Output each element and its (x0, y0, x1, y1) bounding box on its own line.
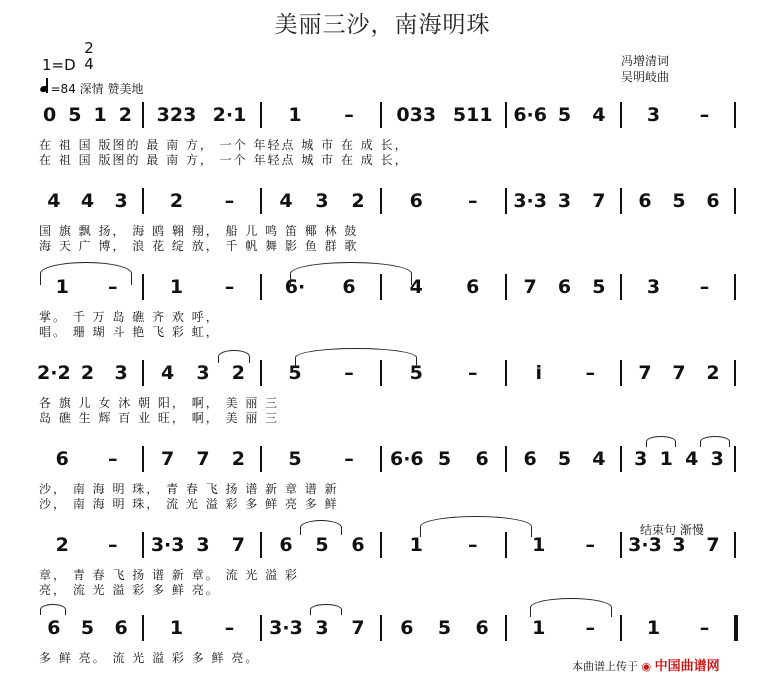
note-group: 5 (288, 362, 302, 384)
note-group: 3·3 (150, 534, 185, 556)
note-group: 3 (646, 276, 661, 298)
barline (260, 360, 262, 386)
note-group: 3 (114, 190, 128, 212)
note-group: – (344, 362, 354, 384)
note-group: 4 (409, 276, 423, 298)
barline (142, 360, 144, 386)
quarter-note-icon (40, 82, 51, 96)
slur-arc (290, 262, 412, 285)
footer-brand: 中国曲谱网 (654, 659, 720, 674)
lyric-line: 沙， 南 海 明 珠， 流 光 溢 彩 多 鲜 亮 多 鲜 (39, 497, 339, 511)
note-group: 1 (409, 534, 423, 556)
note-group: 6 (466, 276, 480, 298)
note-group: 6·6 (513, 104, 547, 126)
note-group: 7 (231, 534, 245, 556)
note-group: 3 (315, 190, 329, 212)
slur-arc (700, 436, 730, 447)
barline (620, 615, 622, 641)
note-group: – (468, 190, 478, 212)
note-group: 1 (659, 448, 673, 470)
note-group: 2 (118, 104, 132, 126)
slur-arc (218, 350, 250, 363)
note-group: 2 (231, 448, 245, 470)
barline (505, 615, 507, 641)
note-group: 3 (557, 190, 572, 212)
barline (142, 446, 144, 472)
staff-system (0, 186, 765, 270)
barline (505, 274, 507, 300)
note-group: 3·3 (269, 617, 303, 639)
note-group: – (699, 104, 710, 126)
note-group: 7 (672, 362, 686, 384)
barline (380, 615, 382, 641)
note-group: 7 (706, 534, 720, 556)
lyric-line: 各 旗 儿 女 沐 朝 阳， 啊， 美 丽 三 (39, 396, 280, 410)
note-group: 2·1 (212, 104, 247, 126)
barline (260, 188, 262, 214)
note-group: 2 (231, 362, 245, 384)
note-group: 1 (169, 617, 184, 639)
note-group: 2 (80, 362, 95, 384)
note-group: 6 (523, 448, 537, 470)
barline (620, 360, 622, 386)
note-group: 1 (532, 534, 546, 556)
barline (620, 102, 622, 128)
note-group: 5 (672, 190, 686, 212)
note-group: 6 (638, 190, 652, 212)
lyric-line: 在 祖 国 版图的 最 南 方， 一个 年轻点 城 市 在 成 长， (39, 153, 409, 167)
note-group: 6 (114, 617, 128, 639)
note-group: 4 (161, 362, 175, 384)
note-group: – (224, 276, 235, 298)
barline (260, 102, 262, 128)
note-group: 3 (646, 104, 661, 126)
lyric-line: 章， 青 春 飞 扬 谱 新 章。 流 光 溢 彩 (39, 568, 299, 582)
note-group: 7 (161, 448, 175, 470)
slur-arc (40, 604, 66, 615)
time-top: 2 (84, 39, 94, 57)
note-group: 5 (557, 448, 572, 470)
note-group: 3 (196, 362, 210, 384)
note-group: 2 (169, 190, 184, 212)
note-group: 6 (400, 617, 414, 639)
time-signature (82, 40, 96, 72)
note-group: 511 (452, 104, 493, 126)
barline (505, 188, 507, 214)
barline (380, 102, 382, 128)
note-group: 3 (196, 534, 210, 556)
slur-arc (646, 436, 676, 447)
note-group: – (108, 276, 118, 298)
slur-arc (530, 598, 612, 617)
note-group: – (468, 362, 478, 384)
lyric-line: 掌。 千 万 岛 礁 齐 欢 呼， (39, 310, 220, 324)
note-group: 1 (169, 276, 184, 298)
slur-arc (310, 604, 342, 615)
note-group: 4 (279, 190, 293, 212)
note-group: 4 (685, 448, 699, 470)
note-group: 1 (646, 617, 661, 639)
note-group: 3 (315, 617, 329, 639)
note-group: – (344, 104, 354, 126)
note-group: – (585, 534, 595, 556)
footer-text: 本曲谱上传于 (572, 660, 638, 673)
lyric-line: 多 鲜 亮。 流 光 溢 彩 多 鲜 亮。 (39, 651, 260, 665)
note-group: 5 (557, 104, 572, 126)
note-group: 7 (351, 617, 365, 639)
barline (260, 274, 262, 300)
site-logo-icon: ◉ (641, 660, 652, 673)
note-group: 6 (47, 617, 61, 639)
note-group: 4 (592, 104, 606, 126)
note-group: 0 (43, 104, 57, 126)
barline (142, 532, 144, 558)
tempo-marking (40, 78, 143, 97)
note-group: 5 (315, 534, 329, 556)
note-group: 2 (351, 190, 365, 212)
note-group: 6 (557, 276, 572, 298)
note-group: 5 (592, 276, 606, 298)
barline (380, 446, 382, 472)
barline (734, 102, 736, 128)
time-bottom: 4 (84, 55, 94, 73)
barline (734, 188, 736, 214)
note-group: 7 (196, 448, 210, 470)
note-group: 6 (475, 617, 489, 639)
note-group: 6 (475, 448, 489, 470)
barline (260, 446, 262, 472)
slur-arc (420, 516, 532, 537)
barline (260, 615, 262, 641)
note-group: 2 (55, 534, 69, 556)
lyric-line: 海 天 广 博， 浪 花 绽 放， 千 帆 舞 影 鱼 群 歌 (39, 239, 359, 253)
barline (620, 446, 622, 472)
barline (380, 532, 382, 558)
note-group: – (344, 448, 354, 470)
note-group: 5 (437, 617, 452, 639)
composer-credit: 吴明岐曲 (621, 70, 670, 84)
staff-system (0, 530, 765, 614)
staff-system (0, 444, 765, 528)
key-signature: 1=D (42, 56, 76, 74)
barline (620, 532, 622, 558)
barline (734, 532, 736, 558)
note-group: 4 (47, 190, 61, 212)
barline (620, 188, 622, 214)
note-group: 6 (351, 534, 365, 556)
barline (505, 446, 507, 472)
note-group: – (224, 190, 235, 212)
note-group: 323 (156, 104, 197, 126)
note-group: 4 (592, 448, 606, 470)
lyricist-credit: 冯增清词 (621, 54, 670, 68)
barline (734, 615, 738, 641)
note-group: – (585, 362, 595, 384)
lyric-line: 唱。 珊 瑚 斗 艳 飞 彩 虹， (39, 325, 220, 339)
note-group: 2·2 (37, 362, 71, 384)
note-group: i (535, 362, 542, 384)
note-group: 2 (706, 362, 720, 384)
note-group: 6 (55, 448, 69, 470)
barline (734, 446, 736, 472)
note-group: 3 (710, 448, 724, 470)
note-group: 5 (80, 617, 95, 639)
barline (142, 188, 144, 214)
note-group: – (585, 617, 595, 639)
slur-arc (295, 348, 417, 367)
note-group: 7 (638, 362, 652, 384)
ending-annotation: 结束句 渐慢 (640, 523, 704, 537)
site-footer (572, 655, 720, 674)
lyric-line: 岛 礁 生 辉 百 业 旺， 啊， 美 丽 三 (39, 411, 280, 425)
barline (505, 360, 507, 386)
note-group: – (699, 617, 710, 639)
note-group: 3·3 (628, 534, 662, 556)
barline (142, 102, 144, 128)
note-group: 7 (523, 276, 537, 298)
note-group: 033 (396, 104, 437, 126)
note-group: – (468, 534, 478, 556)
tempo-text: =84 深情 赞美地 (50, 82, 144, 96)
note-group: 6· (284, 276, 306, 298)
lyric-line: 沙， 南 海 明 珠， 青 春 飞 扬 谱 新 章 谱 新 (39, 482, 339, 496)
barline (260, 532, 262, 558)
staff-system (0, 358, 765, 442)
note-group: 3 (114, 362, 128, 384)
barline (142, 615, 144, 641)
note-group: 1 (93, 104, 107, 126)
staff-system (0, 100, 765, 184)
note-group: 5 (437, 448, 452, 470)
note-group: – (224, 617, 235, 639)
note-group: 1 (288, 104, 302, 126)
note-group: 6·6 (389, 448, 424, 470)
lyric-line: 在 祖 国 版图的 最 南 方， 一个 年轻点 城 市 在 成 长， (39, 138, 409, 152)
barline (142, 274, 144, 300)
lyric-line: 国 旗 飘 扬， 海 鸥 翱 翔， 船 儿 鸣 笛 椰 林 鼓 (39, 224, 359, 238)
lyric-line: 亮， 流 光 溢 彩 多 鲜 亮。 (39, 583, 220, 597)
barline (734, 360, 736, 386)
barline (620, 274, 622, 300)
note-group: 3 (672, 534, 686, 556)
note-group: 3·3 (513, 190, 547, 212)
note-group: 3 (634, 448, 648, 470)
note-group: – (699, 276, 710, 298)
note-group: 7 (592, 190, 606, 212)
note-group: 6 (706, 190, 720, 212)
note-group: 5 (288, 448, 302, 470)
note-group: 1 (55, 276, 69, 298)
note-group: 1 (532, 617, 546, 639)
barline (380, 188, 382, 214)
note-group: 6 (342, 276, 356, 298)
slur-arc (300, 520, 342, 535)
note-group: 4 (80, 190, 95, 212)
note-group: 5 (68, 104, 82, 126)
note-group: – (108, 534, 118, 556)
barline (505, 102, 507, 128)
song-title: 美丽三沙，南海明珠 (274, 12, 491, 38)
barline (734, 274, 736, 300)
note-group: 6 (409, 190, 423, 212)
note-group: 6 (279, 534, 293, 556)
note-group: – (108, 448, 118, 470)
slur-arc (40, 262, 132, 285)
note-group: 5 (409, 362, 423, 384)
